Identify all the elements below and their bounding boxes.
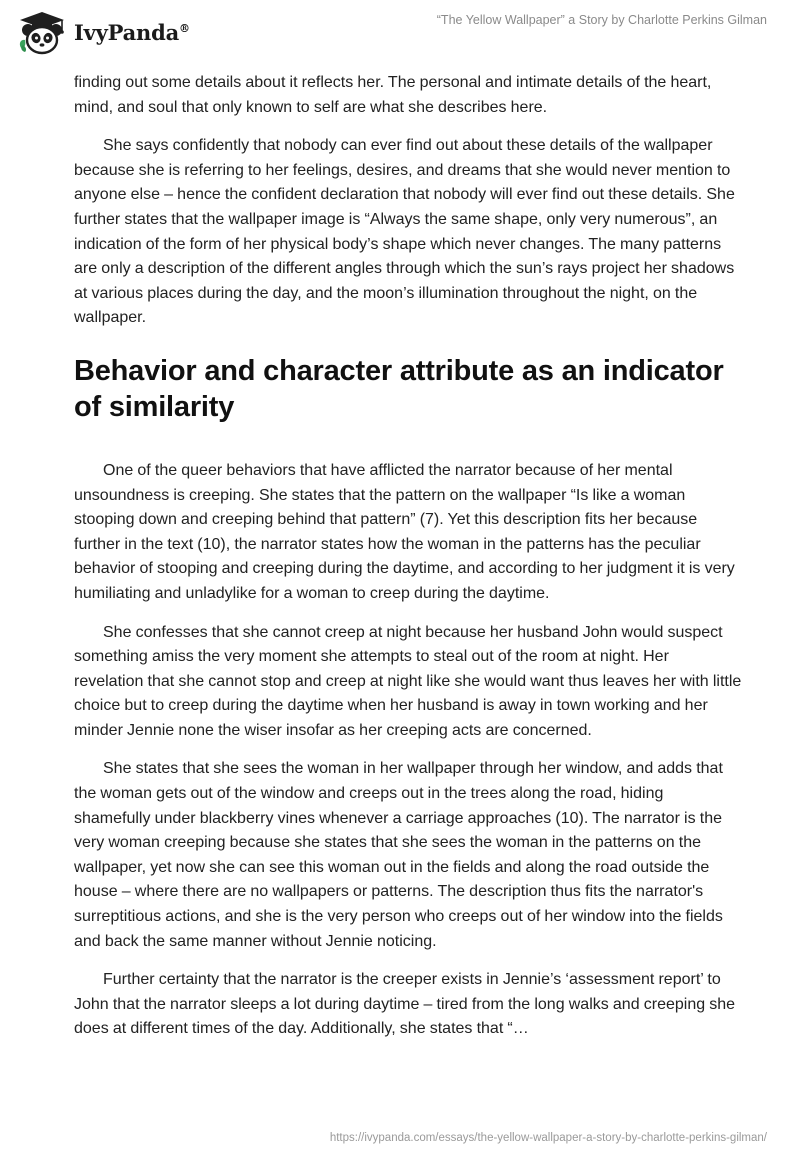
body-paragraph: Further certainty that the narrator is the creeper exists in Jennie’s ‘assessment report’ to John that the narrator sleeps a lot during daytime – tired from the long walks and creeping she does at different times of the day. Additionally, she states that “… [74,971,736,1038]
body-paragraph: She says confidently that nobody can ever find out about these details of the wallpaper because she is referring to her feelings, desires, and dreams that she would never mention to anyone else – hence the confident declaration that nobody will ever find out these details. She further states that the wallpaper image is “Always the same shape, only very numerous”, an indication of the form of her physical body’s shape which never changes. The many patterns are only a description of the different angles through which the sun’s rays project her shadows at various places during the day, and the moon’s illumination throughout the night, on the wallpaper. [74,137,735,327]
ivypanda-logo[interactable] [16,9,190,55]
logo-text: IvyPanda® [74,19,190,45]
page-header [0,0,800,70]
intro-paragraph: finding out some details about it reflects her. The personal and intimate details of the heart, mind, and soul that only known to self are what she describes here. [74,74,712,116]
body-paragraph: She states that she sees the woman in her wallpaper through her window, and adds that the woman gets out of the window and creeps out in the trees along the road, hiding shamefully under blackberry vines whenever a carriage approaches (10). The narrator is the very woman creeping because she states that she sees the woman in the patterns on the wallpaper, yet now she can see this woman out in the fields and along the road outside the house – where there are no wallpapers or patterns. The description thus fits the narrator's surreptitious actions, and she is the very person who creeps out of her window into the fields and back the same manner without Jennie noticing. [74,760,723,950]
source-url[interactable]: https://ivypanda.com/essays/the-yellow-wallpaper-a-story-by-charlotte-perkins-gilman/ [329,1132,767,1144]
essay-body [74,71,742,1056]
document-title: “The Yellow Wallpaper” a Story by Charlotte Perkins Gilman [436,13,767,27]
section-heading: Behavior and character attribute as an indicator of similarity [74,354,724,423]
body-paragraph: She confesses that she cannot creep at night because her husband John would suspect something amiss the very moment she attempts to steal out of the room at night. Her revelation that she cannot stop and creep at night like she would want thus leaves her with little choice but to creep during the daytime when her husband is away in town working and her minder Jennie none the wiser insofar as her creeping acts are concerned. [74,623,742,739]
registered-mark: ® [179,21,190,35]
body-paragraph: One of the queer behaviors that have afflicted the narrator because of her mental unsoundness is creeping. She states that the pattern on the wallpaper “Is like a woman stooping down and creeping behind that pattern” (7). Yet this description fits her because further in the text (10), the narrator states how the woman in the patterns has the peculiar behavior of stooping and creeping during the daytime, and according to her judgment it is very humiliating and unladylike for a woman to creep during the daytime. [74,461,735,602]
panda-graduate-icon [16,9,68,55]
